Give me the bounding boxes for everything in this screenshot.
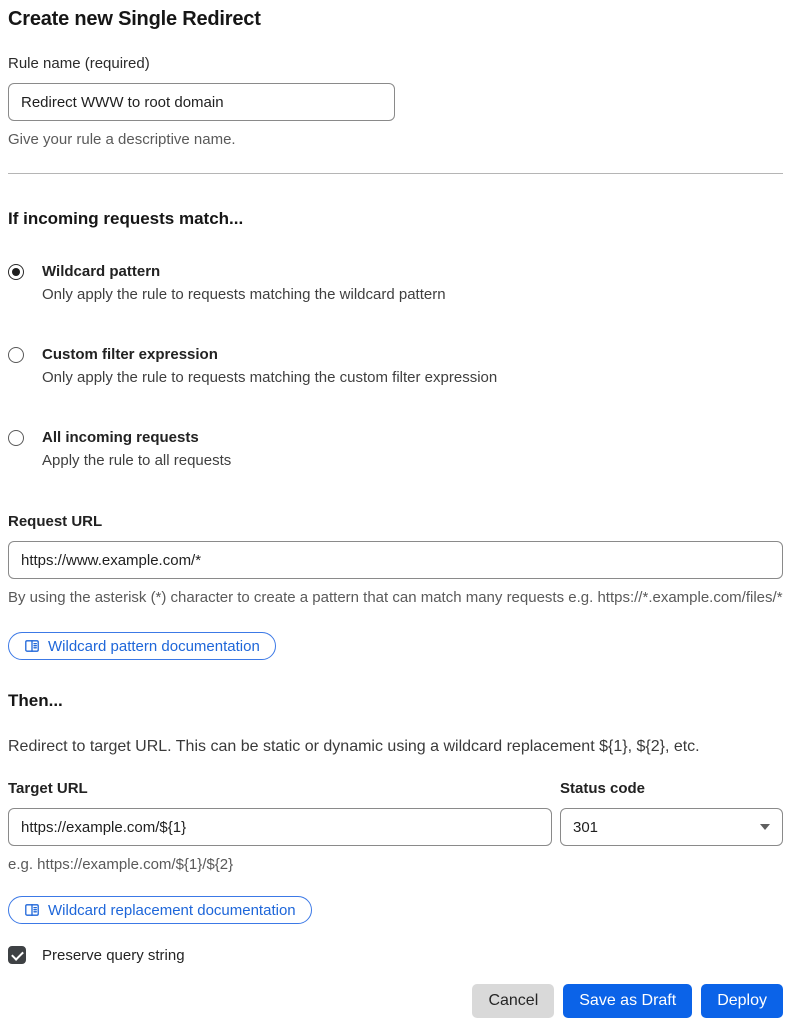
- open-book-icon: [24, 902, 40, 918]
- radio-option-0[interactable]: [8, 261, 783, 307]
- radio-option-text: [42, 261, 446, 307]
- radio-option-text: [42, 427, 231, 473]
- preserve-query-label: Preserve query string: [42, 946, 185, 964]
- status-code-select[interactable]: [560, 808, 783, 846]
- match-type-radio-group: [8, 261, 783, 473]
- request-url-field: [8, 512, 783, 610]
- radio-option-label: Custom filter expression: [42, 346, 218, 363]
- radio-button-icon: [8, 347, 24, 363]
- status-code-label: Status code: [560, 780, 646, 797]
- target-url-input[interactable]: [8, 808, 552, 846]
- dropdown-caret-icon: [760, 824, 770, 830]
- radio-option-label: All incoming requests: [42, 429, 199, 446]
- cancel-button[interactable]: Cancel: [472, 984, 554, 1018]
- preserve-query-checkbox[interactable]: [8, 946, 26, 964]
- radio-button-icon: [8, 430, 24, 446]
- target-url-label: Target URL: [8, 780, 88, 797]
- wildcard-pattern-doc-button[interactable]: [8, 632, 276, 660]
- doc-button-label: Wildcard replacement documentation: [48, 901, 296, 919]
- request-url-help: By using the asterisk (*) character to create a pattern that can match many requests e.g. https://*.example.com/files/*: [8, 589, 783, 606]
- rule-name-field: [8, 54, 783, 152]
- radio-option-text: [42, 344, 497, 390]
- request-url-label: Request URL: [8, 513, 103, 530]
- radio-option-description: Only apply the rule to requests matching the wildcard pattern: [42, 286, 446, 303]
- target-row: [8, 779, 783, 877]
- page-title: Create new Single Redirect: [8, 8, 261, 30]
- wildcard-replacement-doc-button[interactable]: [8, 896, 312, 924]
- radio-option-description: Apply the rule to all requests: [42, 452, 232, 469]
- radio-option-1[interactable]: [8, 344, 783, 390]
- status-code-field: [560, 779, 783, 877]
- then-section-description: Redirect to target URL. This can be static or dynamic using a wildcard replacement ${1}, ${2}, etc.: [8, 738, 700, 755]
- rule-name-input[interactable]: [8, 83, 395, 121]
- target-url-field: [8, 779, 552, 877]
- deploy-button[interactable]: Deploy: [701, 984, 783, 1018]
- section-divider: [8, 173, 783, 174]
- radio-option-label: Wildcard pattern: [42, 263, 161, 280]
- request-url-input[interactable]: [8, 541, 783, 579]
- open-book-icon: [24, 638, 40, 654]
- save-as-draft-button[interactable]: Save as Draft: [563, 984, 692, 1018]
- rule-name-help: Give your rule a descriptive name.: [8, 131, 236, 148]
- rule-name-label: Rule name (required): [8, 55, 150, 72]
- form-actions: [8, 984, 783, 1018]
- preserve-query-row[interactable]: [8, 946, 783, 964]
- radio-option-description: Only apply the rule to requests matching the custom filter expression: [42, 369, 498, 386]
- target-url-help: e.g. https://example.com/${1}/${2}: [8, 856, 234, 873]
- then-section-heading: Then...: [8, 691, 63, 710]
- status-code-value: 301: [573, 818, 599, 836]
- doc-button-label: Wildcard pattern documentation: [48, 637, 260, 655]
- radio-option-2[interactable]: [8, 427, 783, 473]
- match-section-heading: If incoming requests match...: [8, 209, 244, 228]
- radio-button-icon: [8, 264, 24, 280]
